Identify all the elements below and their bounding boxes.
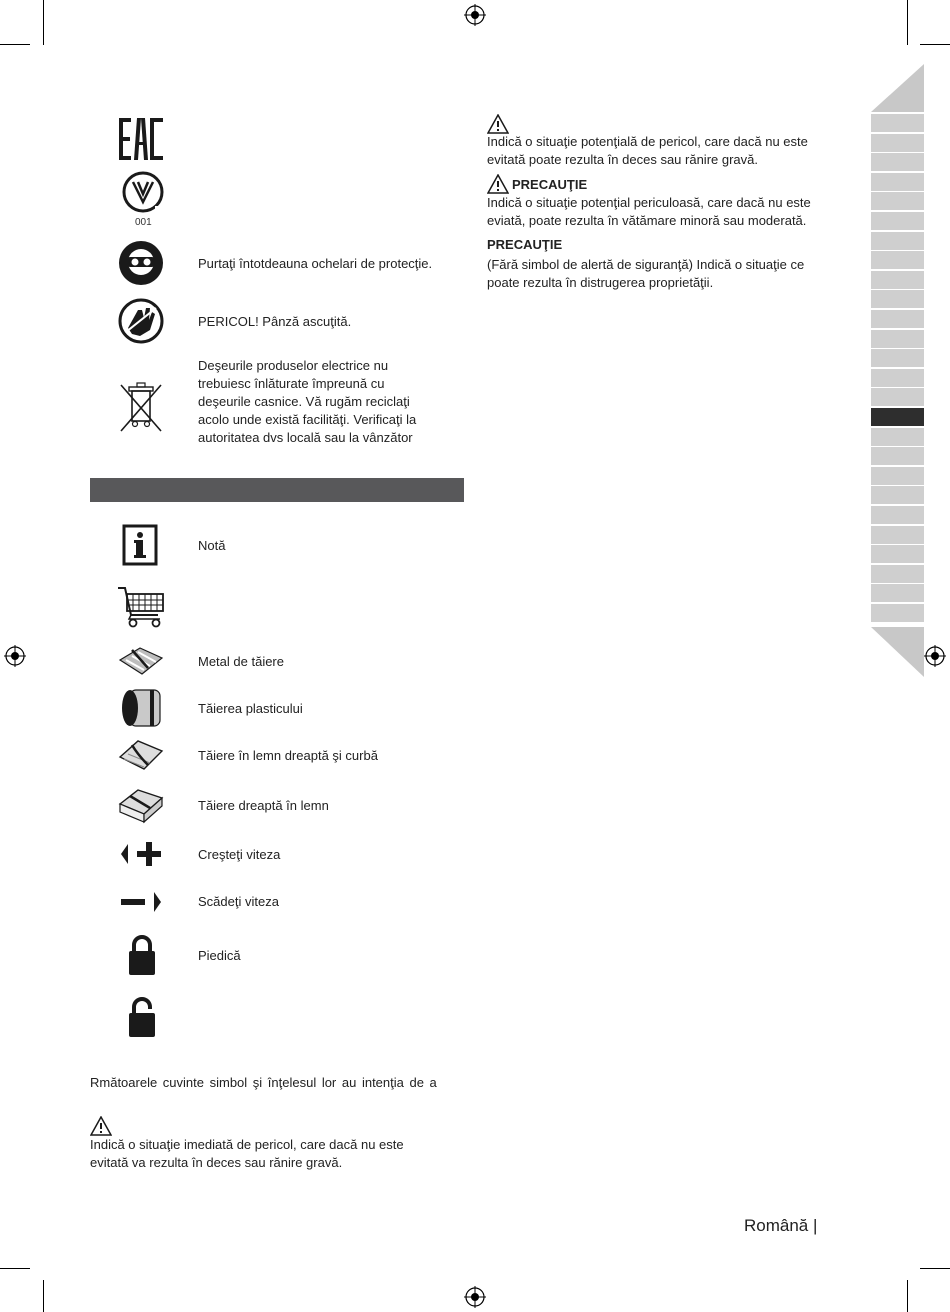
language-tab	[871, 330, 924, 348]
tab-strip-bottom-wedge	[871, 627, 924, 677]
increase-speed-icon	[120, 842, 164, 866]
goggles-text: Purtaţi întotdeauna ochelari de protecţie.	[198, 256, 433, 271]
language-tab	[871, 584, 924, 602]
wood-straight-label: Tăiere dreaptă în lemn	[198, 798, 329, 813]
danger-line: Indică o situaţie imediată de pericol, care dacă nu este	[90, 1137, 404, 1152]
warning-line: evitată poate rezulta în deces sau rănire gravă.	[487, 152, 758, 167]
crop-mark	[43, 1280, 44, 1312]
crop-mark	[43, 0, 44, 45]
language-tab	[871, 290, 924, 308]
speed-up-label: Creşteţi viteza	[198, 847, 281, 862]
crop-mark	[0, 44, 30, 45]
weee-text	[198, 357, 416, 447]
danger-alert-icon	[90, 1116, 112, 1136]
ukraine-conformity-mark-icon	[121, 170, 165, 216]
registration-mark-icon	[4, 645, 26, 667]
weee-line: Deşeurile produselor electrice nu	[198, 358, 389, 373]
language-tab	[871, 486, 924, 504]
language-tab	[871, 271, 924, 289]
metal-cutting-icon	[118, 646, 164, 676]
language-tab	[871, 447, 924, 465]
blade-text: PERICOL! Pânză ascuţită.	[198, 314, 352, 329]
registration-mark-icon	[464, 1286, 486, 1308]
language-tab-active	[871, 408, 924, 426]
caution-title: PRECAUŢIE	[512, 177, 588, 192]
lock-label: Piedică	[198, 948, 241, 963]
weee-line: acolo unde există facilităţi. Verificaţi la	[198, 412, 417, 427]
language-tab	[871, 388, 924, 406]
plastic-label: Tăierea plasticului	[198, 701, 303, 716]
shopping-cart-icon	[116, 585, 166, 631]
language-tab	[871, 134, 924, 152]
caution-line: (Fără simbol de alertă de siguranţă) Indică o situaţie ce	[487, 257, 805, 272]
crop-mark	[0, 1268, 30, 1269]
eac-mark-icon	[119, 118, 163, 160]
weee-line: deşeurile casnice. Vă rugăm reciclaţi	[198, 394, 410, 409]
caution-text	[487, 194, 811, 230]
language-tab	[871, 212, 924, 230]
language-tab	[871, 251, 924, 269]
weee-line: trebuiesc înlăturate împreună cu	[198, 376, 385, 391]
hand-blade-warning-icon	[118, 298, 164, 344]
unlock-icon	[127, 996, 157, 1038]
language-tab	[871, 604, 924, 622]
info-note-icon	[122, 524, 158, 566]
plastic-cutting-icon	[120, 688, 162, 728]
danger-text	[90, 1136, 404, 1172]
wood-curve-label: Tăiere în lemn dreaptă şi curbă	[198, 748, 378, 763]
lock-icon	[127, 934, 157, 976]
language-tab	[871, 428, 924, 446]
caution-line: poate rezulta în distrugerea proprietăţii.	[487, 275, 714, 290]
language-tab	[871, 310, 924, 328]
signal-words-intro: Rmătoarele cuvinte simbol şi înţelesul lor au intenţia de a	[90, 1075, 437, 1090]
crop-mark	[920, 1268, 950, 1269]
warning-line: Indică o situaţie potenţială de pericol, care dacă nu este	[487, 134, 808, 149]
language-tab	[871, 232, 924, 250]
language-tab	[871, 467, 924, 485]
danger-line: evitată va rezulta în deces sau rănire gravă.	[90, 1155, 343, 1170]
warning-text	[487, 133, 808, 169]
caution-alert-icon	[487, 174, 509, 194]
crop-mark	[907, 1280, 908, 1312]
crop-mark	[907, 0, 908, 45]
safety-goggles-icon	[118, 240, 164, 286]
caution-line: eviată, poate rezulta în vătămare minoră sau moderată.	[487, 213, 807, 228]
speed-down-label: Scădeţi viteza	[198, 894, 279, 909]
language-tab	[871, 526, 924, 544]
registration-mark-icon	[924, 645, 946, 667]
note-label: Notă	[198, 538, 226, 553]
registration-mark-icon	[464, 4, 486, 26]
section-header-bar	[90, 478, 464, 502]
caution-line: Indică o situaţie potenţial periculoasă, care dacă nu este	[487, 195, 811, 210]
language-tab	[871, 153, 924, 171]
language-tab	[871, 192, 924, 210]
warning-alert-icon	[487, 114, 509, 134]
metal-label: Metal de tăiere	[198, 654, 284, 669]
language-tab	[871, 506, 924, 524]
language-tab	[871, 565, 924, 583]
language-tab	[871, 349, 924, 367]
language-tab	[871, 173, 924, 191]
footer-language: Română |	[744, 1216, 818, 1235]
language-tab	[871, 369, 924, 387]
decrease-speed-icon	[120, 890, 164, 914]
weee-line: autoritatea dvs locală sau la vânzător	[198, 430, 413, 445]
caution-no-symbol-text	[487, 256, 804, 292]
crossed-bin-icon	[118, 381, 164, 435]
wood-curve-cutting-icon	[118, 737, 164, 771]
language-tab	[871, 114, 924, 132]
crop-mark	[920, 44, 950, 45]
caution-no-symbol-title: PRECAUŢIE	[487, 237, 563, 252]
wood-straight-cutting-icon	[118, 786, 164, 824]
tab-strip-top-wedge	[871, 64, 924, 112]
conformity-code: 001	[135, 217, 152, 228]
language-tab	[871, 545, 924, 563]
